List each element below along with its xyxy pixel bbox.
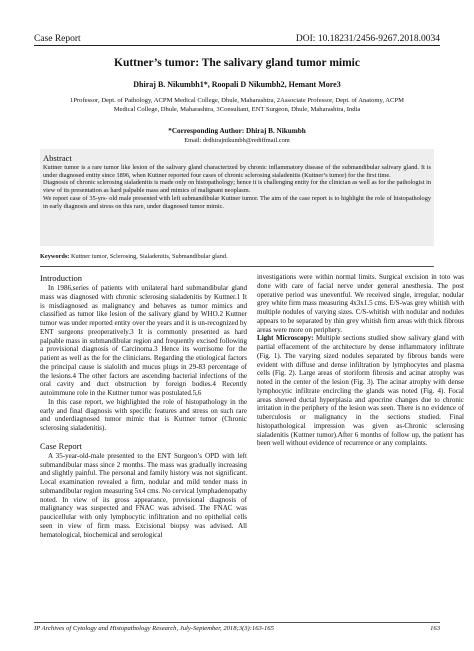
article-title: Kuttner’s tumor: The salivary gland tumor mimic bbox=[114, 57, 360, 69]
abstract-paragraph: We report case of 35-yrs- old male presented with left submandibular Kuttner tumor. The aim of the case report is to highlight the role of histopathology in early diagnosis and stress on this rare, under diagnosed tumor mimic. bbox=[43, 194, 431, 210]
keywords bbox=[40, 253, 434, 260]
footer-rule bbox=[34, 622, 440, 623]
abstract-paragraph: Kuttner tumor is a rare tumor like lesion of the salivary gland characterized by chronic inflammatory disease of the submandibular salivary gland. It is under diagnosed entity since 1896, when Kuttner reported four cases of chronic sclerosing sialadenitis (Kuttner’s tumor) for the first time. bbox=[43, 164, 431, 179]
case-report-heading: Case Report bbox=[40, 440, 82, 451]
case-report-paragraph: A 35-year-old-male presented to the ENT Surgeon’s OPD with left submandibular mass since 2 months. The mass was gradually increasing and slightly painful. The personal and family history was not significant. Local examination revealed a firm, nodular and mild tender mass in submandibular region measuring 5x4 cms. No cervical lymphadenopathy noted. In view of its gross appearance, provisional diagnosis of malignancy was suspected and FNAC was advised. The FNAC was paucicellular with only lymphocytic infiltration and no epithelial cells seen in view of firm mass. Excisional biopsy was advised. All hematological, biochemical and serological bbox=[40, 451, 247, 539]
introduction-heading: Introduction bbox=[40, 273, 83, 283]
running-header bbox=[34, 30, 440, 44]
case-report-paragraph: investigations were within normal limits. Surgical excision in toto was done with care of facial nerve under general anesthesia. The post operative period was uneventful. We received single, irregular, nodular grey white firm mass measuring 4x3x1.5 cms. E/S-was grey whitish with multiple nodules of varying sizes. C/S-whitish with nodular and nodules appears to be separated by thin grey whitish firm areas with thick fibrous areas were more on periphery. bbox=[257, 273, 464, 334]
affiliations bbox=[40, 97, 434, 114]
corresponding-email[interactable]: Email: drdhirajnikumbh@rediffmail.com bbox=[184, 137, 290, 144]
doi-text: DOI: 10.18231/2456-9267.2018.0034 bbox=[295, 34, 440, 44]
section-gap bbox=[40, 433, 247, 441]
journal-citation: IP Archives of Cytology and Histopathology Research, July-September, 2018;3(3):163-165 bbox=[34, 625, 274, 632]
article-type: Case Report bbox=[34, 34, 81, 44]
affiliation-line: 1Professor, Dept. of Pathology, ACPM Medical College, Dhule, Maharashtra, 2Associate Professor, Dept. of Anatomy, ACPM bbox=[70, 97, 404, 104]
page-number: 163 bbox=[430, 625, 440, 632]
keywords-label: Keywords: bbox=[40, 253, 70, 260]
corresponding-author: *Corresponding Author: Dhiraj B. Nikumbh bbox=[168, 127, 306, 135]
light-microscopy-label: Light Microscopy: bbox=[257, 334, 314, 343]
abstract-paragraph: Diagnosis of chronic sclerosing sialadenitis is made only on histopathology; hence it is challenging entity for the clinician as well as for the pathologist in view of its presentation as hard palpable mass and mimics of malignant neoplasm. bbox=[43, 179, 431, 195]
right-column bbox=[257, 273, 464, 448]
introduction-paragraph: In this case report, we highlighted the role of histopathology in the early and final diagnosis with specific features and stress on such rare and underdiagnosed tumor mimic that is Kuttner tumor (Chronic sclerosing sialadenitis). bbox=[40, 397, 247, 432]
introduction-paragraph: In 1986,series of patients with unilateral hard submandibular gland mass was diagnosed with chronic sclerosing sialadenitis by Kuttner.1 It is misdiagnosed as malignancy and behaves as tumor mimics and classified as tumor like lesion of the salivary gland by WHO.2 Kuttner tumor was under reported entity over the years and it is un-recognized by ENT surgeons preoperatively.3 It is commonly presented as hard palpable mass in submandibular region and frequently excised following a provisional diagnosis of Carcinoma.3 Hence its worrisome for the patient as well as the for the clinicians. Regarding the etiological factors the principal cause is sialolith and mucus plugs in 29-83 percentage of the lesions.4 The other factors are ascending bacterial infections of the oral cavity and duct obstruction by foreign bodies.4 Recently autoimmune role in the Kuttner tumor was postulated.5,6 bbox=[40, 284, 247, 397]
left-column bbox=[40, 273, 247, 539]
header-rule bbox=[34, 45, 440, 46]
light-microscopy-paragraph bbox=[257, 334, 464, 448]
keywords-text: Kuttner tumor, Sclerosing, Sialadenitis, Submandibular gland. bbox=[69, 253, 228, 260]
abstract-box bbox=[40, 149, 434, 246]
abstract-heading: Abstract bbox=[43, 153, 72, 163]
page-footer bbox=[34, 625, 440, 632]
keywords-rule bbox=[40, 266, 434, 267]
light-microscopy-text: Multiple sections studied show salivary gland with partial effacement of the architecture by dense inflammatory infiltrate (Fig. 1). The varying sized nodules separated by fibrous bands were evident with diffuse and dense infiltration by lymphocytes and plasma cells (Fig. 2). Large areas of storiform fibrosis and acinar atrophy was noted in the center of the lesion (Fig. 3). The acinar atrophy with dense lymphocytic infiltrate encircling the glands was noted (Fig. 4). Focal areas showed ductal hyperplasia and apocrine changes due to chronic irritation in the periphery of the lesion was seen. There is no evidence of tuberculosis or malignancy in the sections studied. Final histopathological impression was given as-Chronic sclerosing sialadenitis (Kuttner tumor).After 6 months of follow up, the patient has been well without evidence of recurrence or any complaints. bbox=[257, 334, 464, 448]
author-list: Dhiraj B. Nikumbh1*, Roopali D Nikumbh2, Hemant More3 bbox=[133, 80, 341, 89]
affiliation-line: Medical College, Dhule, Maharashtra, 3Consultant, ENT Surgeon, Dhule, Maharashtra, India bbox=[113, 105, 361, 113]
